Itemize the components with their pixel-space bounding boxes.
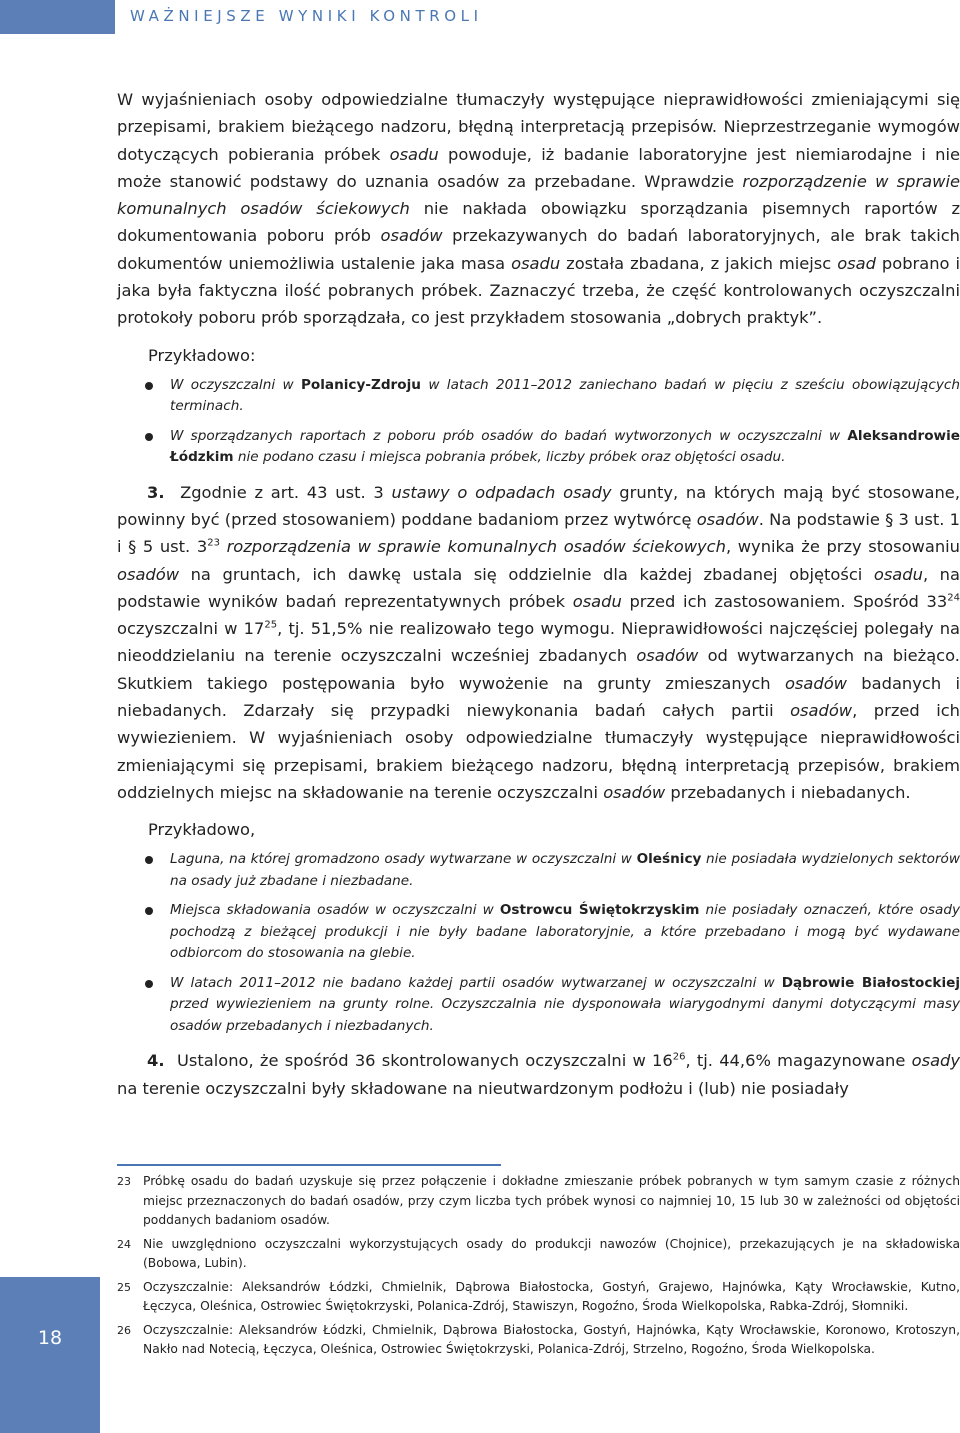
footnote-divider <box>117 1164 501 1166</box>
paragraph-point-4: 4. Ustalono, że spośród 36 skontrolowanych oczyszczalni w $16^{26}$, tj. 44,6% magazynowane osady na terenie oczyszczalni były składowane na nieutwardzonym podłożu i (lub) nie posiadały <box>117 1051 960 1098</box>
footnote-23: 23 Próbkę osadu do badań uzyskuje się przez połączenie i dokładne zmieszanie próbek pobranych w tym samym czasie z różnych miejsc przeznaczonych do badań osadów, przy czym liczba tych próbek wynosi co najmniej 10, 15 lub 30 w zależności od objętości poddanych badaniom osadów. <box>117 1174 960 1227</box>
example-lead-2: Przykładowo, <box>148 820 256 840</box>
example-list-1 <box>117 375 960 469</box>
bullet-icon <box>145 980 153 988</box>
footnote-ref-24: 24 <box>947 592 960 604</box>
list-item: W oczyszczalni w Polanicy-Zdroju w latach 2011–2012 zaniechano badań w pięciu z sześciu obowiązujących terminach. <box>117 375 960 418</box>
example-list-2 <box>117 849 960 1037</box>
bullet-icon <box>145 856 153 864</box>
page-number-block <box>0 1277 100 1433</box>
running-header: WAŻNIEJSZE WYNIKI KONTROLI <box>130 7 483 25</box>
example-lead-1: Przykładowo: <box>148 345 256 365</box>
header-color-block <box>0 0 115 34</box>
list-item: Laguna, na której gromadzono osady wytwarzane w oczyszczalni w Oleśnicy nie posiadała wydzielonych sektorów na osady już zbadane i niezbadane. <box>117 849 960 892</box>
list-item: Miejsca składowania osadów w oczyszczalni w Ostrowcu Świętokrzyskim nie posiadały oznaczeń, które osady pochodzą z bieżącej produkcji i nie były badane laboratoryjnie, a które przebadano i mogą być wydawane odbiorcom do stosowania na glebie. <box>117 900 960 965</box>
bullet-icon <box>145 433 153 441</box>
footnote-ref-25: 25 <box>264 619 278 631</box>
page-number: 18 <box>37 1327 63 1349</box>
list-item: W latach 2011–2012 nie badano każdej partii osadów wytwarzanej w oczyszczalni w Dąbrowie Białostockiej przed wywiezieniem na grunty rolne. Oczyszczalnia nie dysponowała wiarygodnymi danymi dotyczącymi masy osadów przebadanych i niezbadanych. <box>117 973 960 1038</box>
main-content <box>117 86 960 1102</box>
footnote-26: 26 Oczyszczalnie: Aleksandrów Łódzki, Chmielnik, Dąbrowa Białostocka, Gostyń, Hajnówka, Kąty Wrocławskie, Koronowo, Krotoszyn, Nakło nad Notecią, Łęczyca, Oleśnica, Ostrowiec Świętokrzyski, Polanica-Zdrój, Strzelno, Rogoźno, Środa Wielkopolska. <box>117 1322 960 1356</box>
paragraph-point-3: 3. Zgodnie z art. 43 ust. 3 ustawy o odpadach osady grunty, na których mają być stosowane, powinny być (przed stosowaniem) poddane badaniom przez wytwórcę osadów. Na podstawie § 3 ust. 1 i § 5 ust. $3^{23}$ rozporządzenia w sprawie komunalnych osadów ściekowych, wynika że przy stosowaniu osadów na gruntach, ich dawkę ustala się oddzielnie dla każdej zbadanej objętości osadu, na podstawie wyników badań reprezentatywnych próbek osadu przed ich zastosowaniem. Spośród $33^{24}$ oczyszczalni w $17^{25}$, tj. 51,5% nie realizowało tego wymogu. Nieprawidłowości najczęściej polegały na nieoddzielaniu na terenie oczyszczalni wcześniej zbadanych osadów od wytwarzanych na bieżąco. Skutkiem takiego postępowania było wywożenie na grunty zmieszanych osadów badanych i niebadanych. Zdarzały się przypadki niewykonania badań całych partii osadów, przed ich wywiezieniem. W wyjaśnieniach osoby odpowiedzialne tłumaczyły występujące nieprawidłowości zmieniającymi się przepisami, brakiem bieżącego nadzoru, błędną interpretacją przepisów, brakiem oddzielnych miejsc na składowanie na terenie oczyszczalni osadów przebadanych i niebadanych. <box>117 482 960 802</box>
paragraph-explanations: W wyjaśnieniach osoby odpowiedzialne tłumaczyły występujące nieprawidłowości zmieniającymi się przepisami, brakiem bieżącego nadzoru, błędną interpretacją przepisów. Nieprzestrzeganie wymogów dotyczących pobierania próbek osadu powoduje, iż badanie laboratoryjne jest niemiarodajne i nie może stanowić podstawy do uznania osadów za przebadane. Wprawdzie rozporządzenie w sprawie komunalnych osadów ściekowych nie nakłada obowiązku sporządzania pisemnych raportów z dokumentowania poboru prób osadów przekazywanych do badań laboratoryjnych, ale brak takich dokumentów uniemożliwia ustalenie jaka masa osadu została zbadana, z jakich miejsc osad pobrano i jaka była faktyczna ilość pobranych próbek. Zaznaczyć trzeba, że część kontrolowanych oczyszczalni protokoły poboru prób sporządzała, co jest przykładem stosowania „dobrych praktyk”. <box>117 90 960 328</box>
footnotes <box>117 1172 960 1364</box>
footnote-24: 24 Nie uwzględniono oczyszczalni wykorzystujących osady do produkcji nawozów (Chojnice), przekazujących je na składowiska (Bobowa, Lubin). <box>117 1236 960 1270</box>
footnote-25: 25 Oczyszczalnie: Aleksandrów Łódzki, Chmielnik, Dąbrowa Białostocka, Gostyń, Grajewo, Hajnówka, Kąty Wrocławskie, Kutno, Łęczyca, Oleśnica, Ostrowiec Świętokrzyski, Polanica-Zdrój, Stawiszyn, Rogoźno, Środa Wielkopolska, Rabka-Zdrój, Słomniki. <box>117 1279 960 1313</box>
bullet-icon <box>145 382 153 390</box>
list-item: W sporządzanych raportach z poboru prób osadów do badań wytworzonych w oczyszczalni w Aleksandrowie Łódzkim nie podano czasu i miejsca pobrania próbek, liczby próbek oraz objętości osadu. <box>117 426 960 469</box>
footnote-ref-23: 23 <box>207 537 220 549</box>
bullet-icon <box>145 907 153 915</box>
footnote-ref-26: 26 <box>672 1051 686 1063</box>
